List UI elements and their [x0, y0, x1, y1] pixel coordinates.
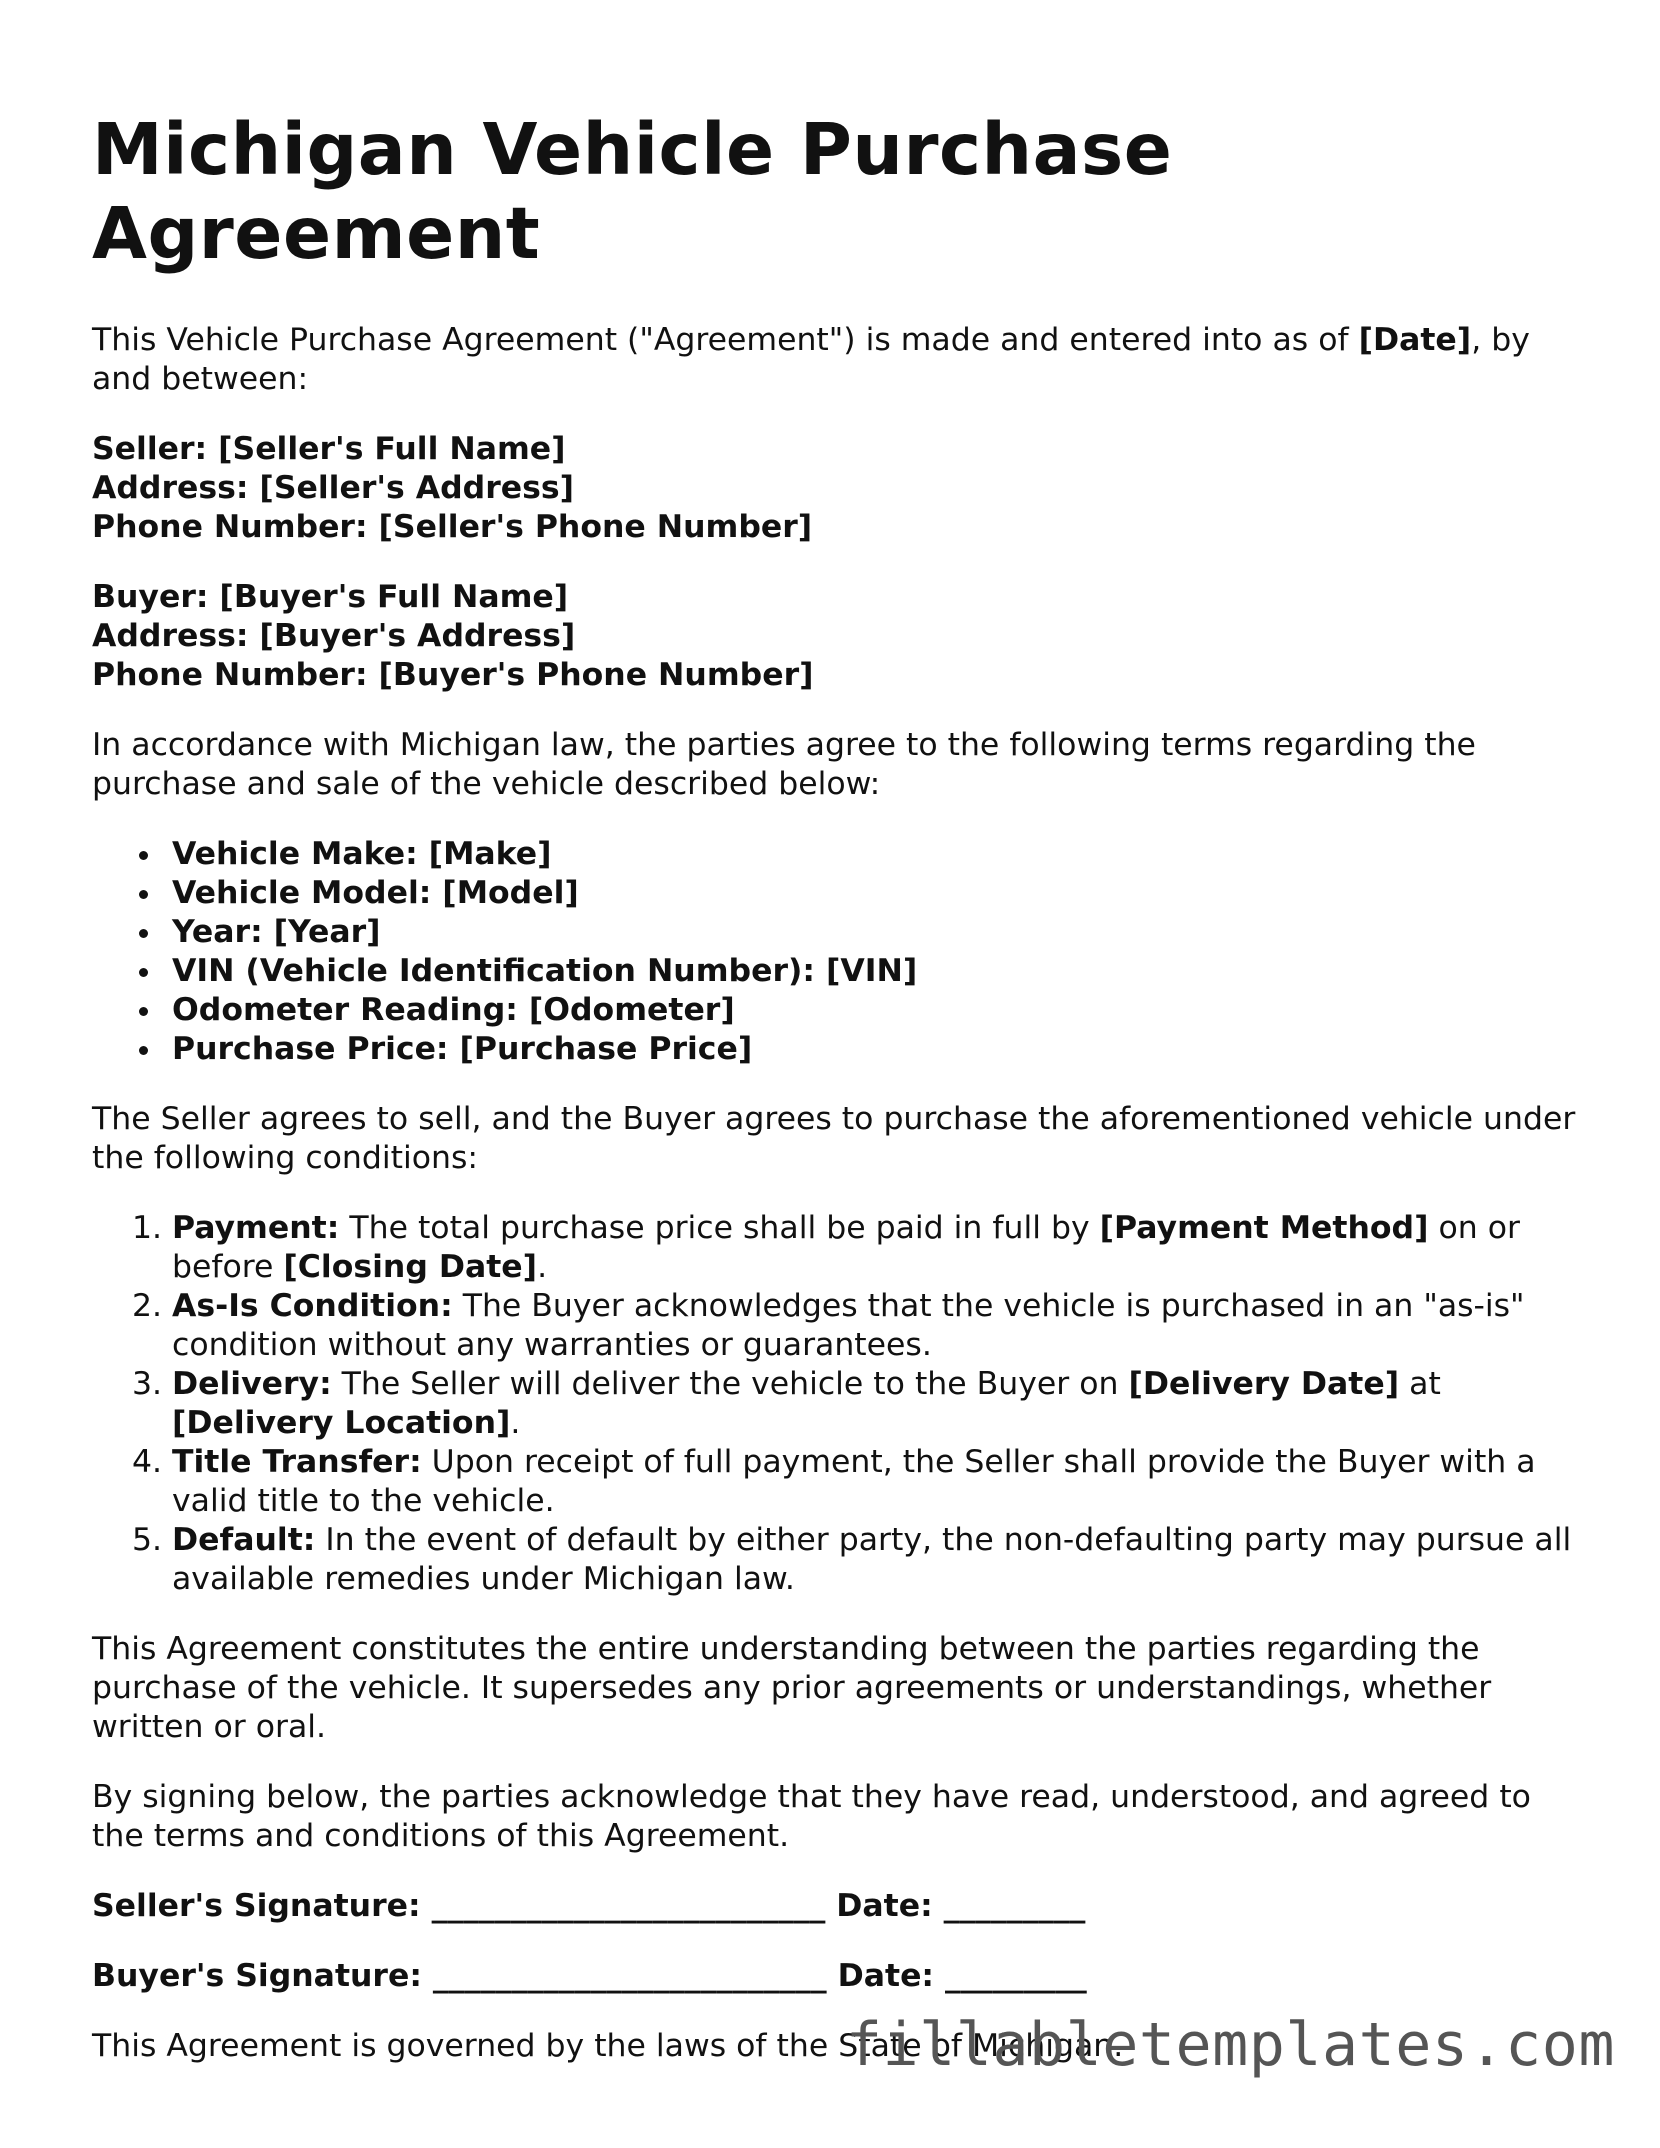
condition-text: . [510, 1405, 521, 1441]
intro-text: This Vehicle Purchase Agreement ("Agreement") is made and entered into as of [92, 322, 1359, 358]
buyer-phone: Phone Number: [Buyer's Phone Number] [92, 657, 814, 693]
buyer-signature-line: Buyer's Signature: _________________________ Date: _________ [92, 1958, 1087, 1994]
condition-label: Delivery: [172, 1366, 332, 1402]
seller-info [92, 430, 1592, 547]
condition-label: As-Is Condition: [172, 1288, 453, 1324]
condition-label: Payment: [172, 1210, 340, 1246]
intro-suffix: , by and between: [92, 322, 1530, 397]
vehicle-year-item: Year: [Year] [172, 913, 1592, 952]
condition-title-transfer [132, 1443, 1592, 1521]
vehicle-make-item: Vehicle Make: [Make] [172, 835, 1592, 874]
condition-text: on or before [172, 1210, 1520, 1285]
condition-text: The Buyer acknowledges that the vehicle is purchased in an "as-is" condition without any warranties or guarantees. [172, 1288, 1525, 1363]
vehicle-odometer-item: Odometer Reading: [Odometer] [172, 991, 1592, 1030]
condition-number: 4. [132, 1444, 163, 1480]
agreement-date-placeholder: [Date] [1358, 322, 1472, 358]
seller-name: Seller: [Seller's Full Name] [92, 431, 566, 467]
condition-text: . [537, 1249, 548, 1285]
condition-label: Default: [172, 1522, 316, 1558]
buyer-name: Buyer: [Buyer's Full Name] [92, 579, 569, 615]
delivery-location-placeholder: [Delivery Location] [172, 1405, 511, 1441]
condition-delivery [132, 1365, 1592, 1443]
condition-text: In the event of default by either party, the non-defaulting party may pursue all available remedies under Michigan law. [172, 1522, 1572, 1597]
condition-default [132, 1521, 1592, 1599]
entire-agreement-paragraph: This Agreement constitutes the entire understanding between the parties regarding the purchase of the vehicle. It supersedes any prior agreements or understandings, whether written or oral. [92, 1631, 1492, 1745]
buyer-address: Address: [Buyer's Address] [92, 618, 576, 654]
vehicle-vin-item: VIN (Vehicle Identification Number): [VIN] [172, 952, 1592, 991]
closing-date-placeholder: [Closing Date] [283, 1249, 538, 1285]
condition-number: 1. [132, 1210, 163, 1246]
terms-intro: In accordance with Michigan law, the parties agree to the following terms regarding the purchase and sale of the vehicle described below: [92, 727, 1476, 802]
condition-number: 3. [132, 1366, 163, 1402]
conditions-list [92, 1209, 1592, 1599]
condition-text: Upon receipt of full payment, the Seller shall provide the Buyer with a valid title to the vehicle. [172, 1444, 1536, 1519]
delivery-date-placeholder: [Delivery Date] [1128, 1366, 1400, 1402]
seller-signature-line: Seller's Signature: _________________________ Date: _________ [92, 1888, 1086, 1924]
buyer-info [92, 578, 1592, 695]
condition-number: 5. [132, 1522, 163, 1558]
vehicle-model-item: Vehicle Model: [Model] [172, 874, 1592, 913]
condition-text: The total purchase price shall be paid in full by [339, 1210, 1100, 1246]
intro-paragraph [92, 321, 1592, 399]
governing-law-paragraph: This Agreement is governed by the laws of the State of Michigan. [92, 2028, 1124, 2064]
watermark: fillabletemplates.com [845, 2010, 1615, 2080]
seller-phone: Phone Number: [Seller's Phone Number] [92, 509, 813, 545]
payment-method-placeholder: [Payment Method] [1099, 1210, 1429, 1246]
condition-payment [132, 1209, 1592, 1287]
acknowledgement-paragraph: By signing below, the parties acknowledge that they have read, understood, and agreed to the terms and conditions of this Agreement. [92, 1779, 1531, 1854]
condition-label: Title Transfer: [172, 1444, 422, 1480]
document-title: Michigan Vehicle Purchase Agreement [92, 108, 1173, 275]
vehicle-details-list [92, 835, 1592, 1069]
condition-text: at [1399, 1366, 1441, 1402]
vehicle-price-item: Purchase Price: [Purchase Price] [172, 1030, 1592, 1069]
condition-text: The Seller will deliver the vehicle to the Buyer on [331, 1366, 1129, 1402]
condition-number: 2. [132, 1288, 163, 1324]
seller-address: Address: [Seller's Address] [92, 470, 575, 506]
condition-as-is [132, 1287, 1592, 1365]
conditions-intro: The Seller agrees to sell, and the Buyer agrees to purchase the aforementioned vehicle under the following conditions: [92, 1101, 1576, 1176]
document-page [92, 108, 1592, 2097]
